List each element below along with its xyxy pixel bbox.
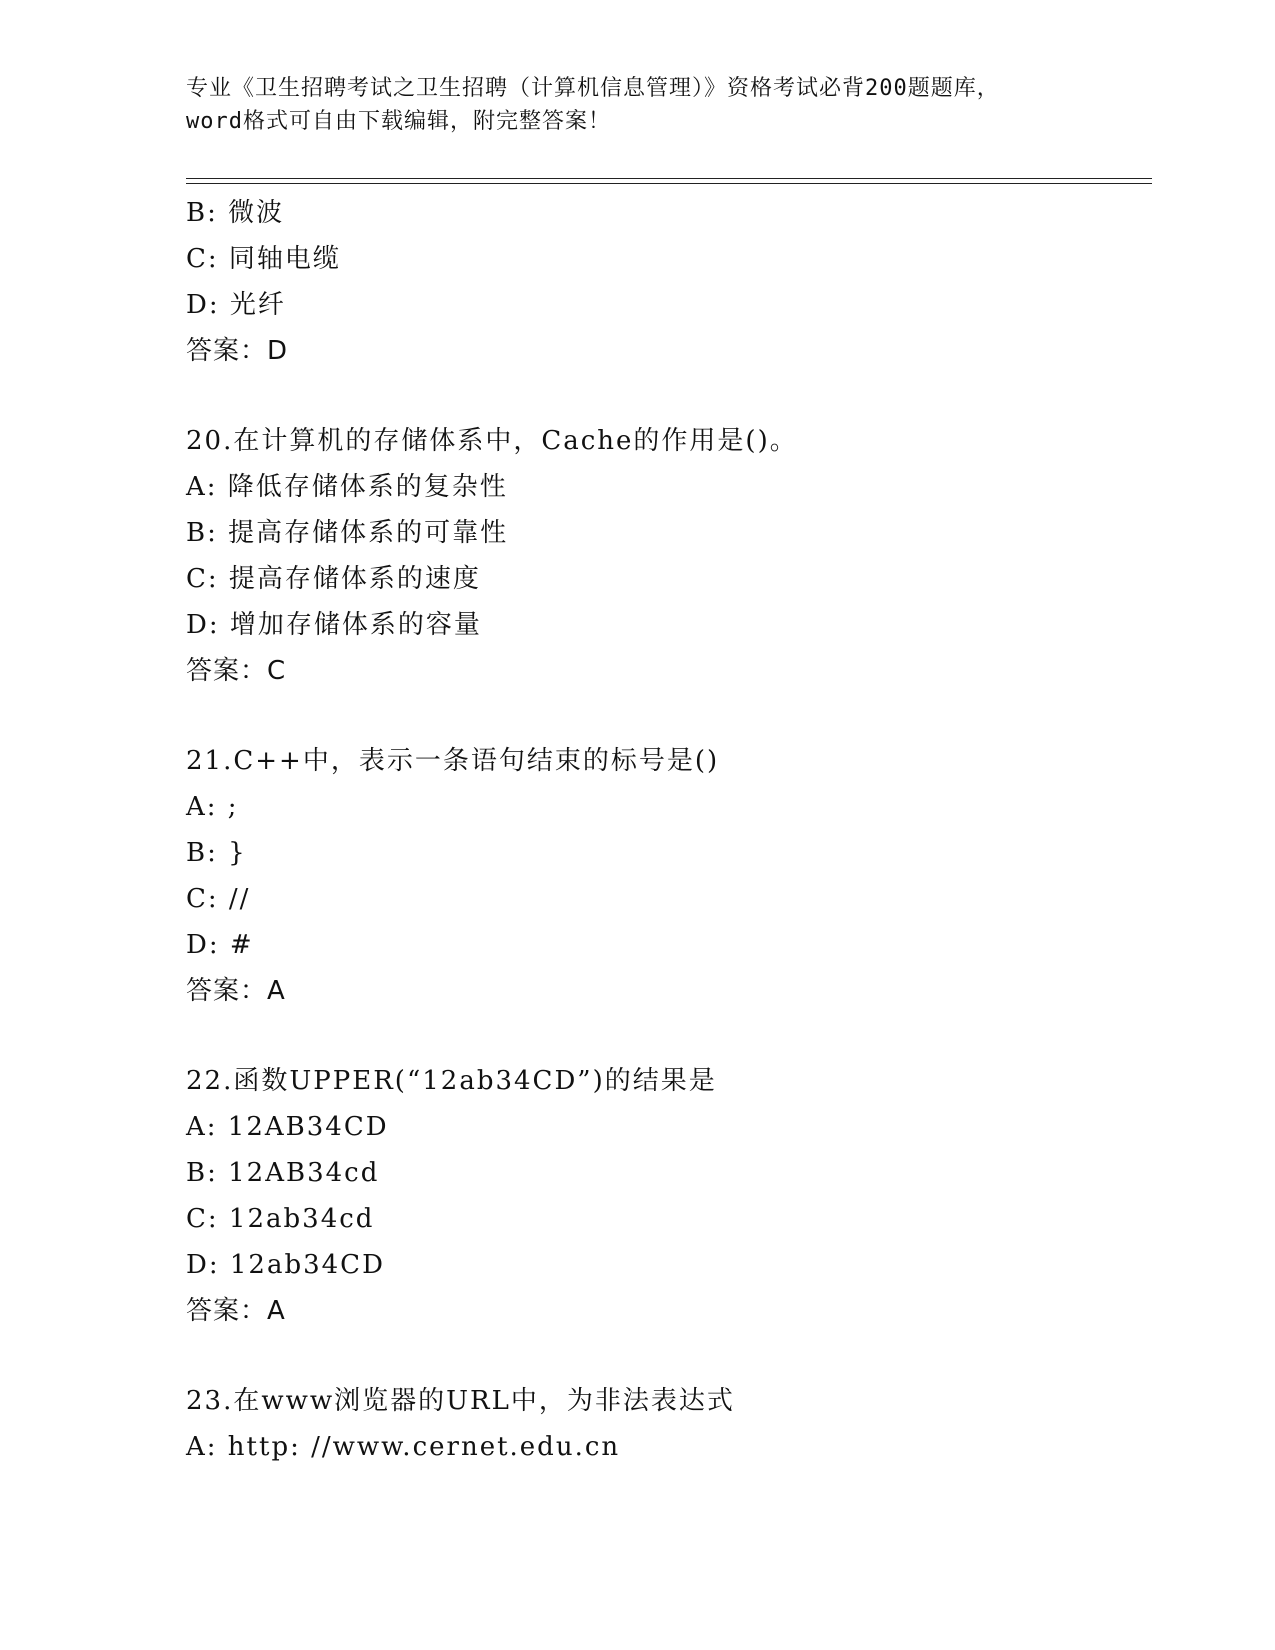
- question-19-partial: [186, 190, 1146, 374]
- option-b: B: 微波: [186, 198, 285, 228]
- header-title-line2: word格式可自由下载编辑，附完整答案！: [186, 109, 611, 134]
- option-b: B: }: [186, 838, 247, 868]
- answer-line: 答案：C: [186, 656, 287, 686]
- option-d: D: 光纤: [186, 290, 286, 320]
- question-stem: 21.C++中，表示一条语句结束的标号是(): [186, 746, 720, 776]
- option-c: C: 12ab34cd: [186, 1204, 375, 1234]
- option-a: A: 12AB34CD: [186, 1112, 389, 1142]
- answer-line: 答案：A: [186, 1296, 286, 1326]
- option-b: B: 12AB34cd: [186, 1158, 380, 1188]
- header-title-line1: 专业《卫生招聘考试之卫生招聘（计算机信息管理）》资格考试必背200题题库，: [186, 76, 1000, 101]
- option-a: A: ;: [186, 792, 239, 822]
- question-stem: 23.在www浏览器的URL中，为非法表达式: [186, 1386, 735, 1416]
- option-b: B: 提高存储体系的可靠性: [186, 518, 509, 548]
- document-header: [186, 72, 1086, 138]
- option-c: C: 同轴电缆: [186, 244, 341, 274]
- header-divider-bottom: [186, 183, 1152, 184]
- question-stem: 22.函数UPPER(“12ab34CD”)的结果是: [186, 1066, 717, 1096]
- question-23: [186, 1378, 1146, 1470]
- question-list: [186, 190, 1146, 1470]
- answer-line: 答案：A: [186, 976, 286, 1006]
- answer-line: 答案：D: [186, 336, 289, 366]
- option-c: C: //: [186, 884, 251, 914]
- question-20: [186, 418, 1146, 694]
- option-d: D: #: [186, 930, 254, 960]
- option-c: C: 提高存储体系的速度: [186, 564, 481, 594]
- question-22: [186, 1058, 1146, 1334]
- question-21: [186, 738, 1146, 1014]
- header-divider-top: [186, 178, 1152, 179]
- option-d: D: 12ab34CD: [186, 1250, 385, 1280]
- option-d: D: 增加存储体系的容量: [186, 610, 482, 640]
- option-a: A: 降低存储体系的复杂性: [186, 472, 508, 502]
- question-stem: 20.在计算机的存储体系中，Cache的作用是()。: [186, 426, 798, 456]
- option-a: A: http: //www.cernet.edu.cn: [186, 1432, 621, 1462]
